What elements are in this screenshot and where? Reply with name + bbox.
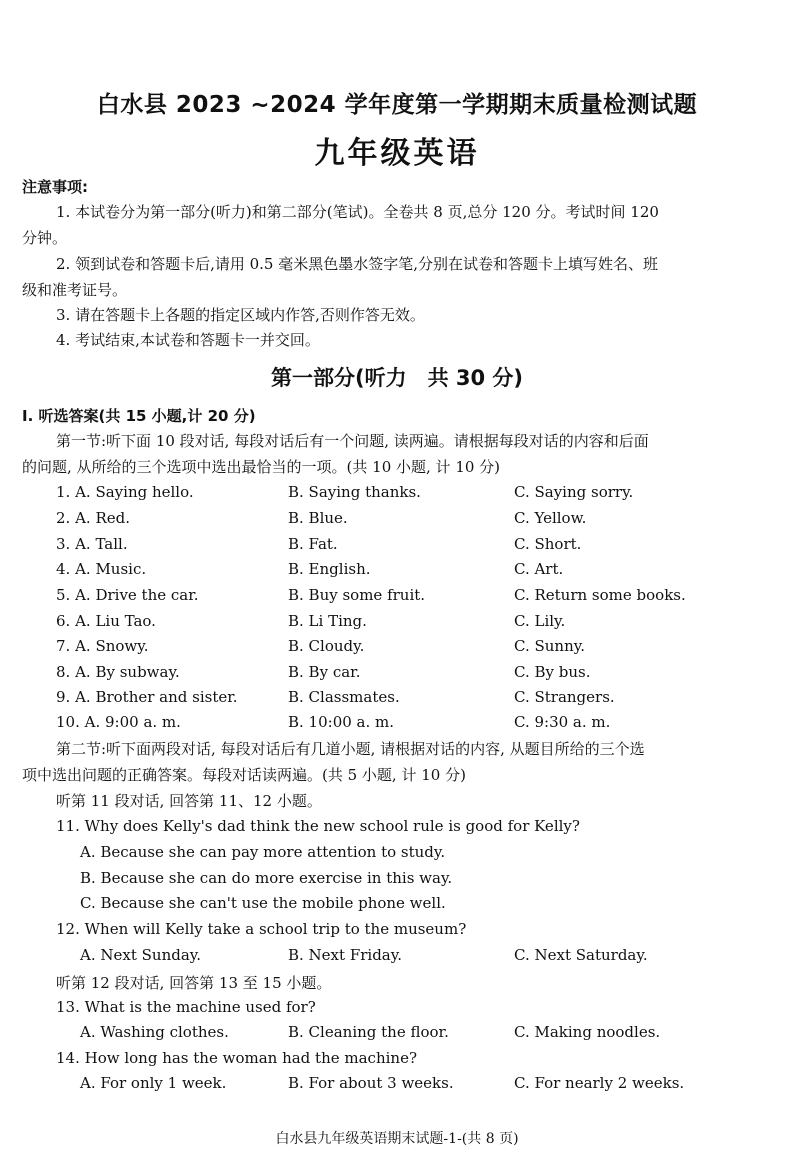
q12-option-b: B. Next Friday. xyxy=(288,946,402,964)
q1-option-b: B. Saying thanks. xyxy=(288,483,421,501)
q13-stem: 13. What is the machine used for? xyxy=(56,998,316,1016)
sec1-instruction-cont: 的问题, 从所给的三个选项中选出最恰当的一项。(共 10 小题, 计 10 分) xyxy=(22,458,501,476)
q13-option-b: B. Cleaning the floor. xyxy=(288,1023,449,1041)
q11-option-c: C. Because she can't use the mobile phone well. xyxy=(80,894,446,912)
q2-option-b: B. Blue. xyxy=(288,509,348,527)
part1-title: 第一部分(听力 共 30 分) xyxy=(270,366,524,390)
notice-item-1: 1. 本试卷分为第一部分(听力)和第二部分(笔试)。全卷共 8 页,总分 120 分。考试时间 120 xyxy=(56,203,659,221)
q14-option-b: B. For about 3 weeks. xyxy=(288,1074,454,1092)
q9-option-b: B. Classmates. xyxy=(288,688,400,706)
q12-stem: 12. When will Kelly take a school trip to the museum? xyxy=(56,920,467,938)
dialog-12-prompt: 听第 12 段对话, 回答第 13 至 15 小题。 xyxy=(56,974,332,992)
q5-option-c: C. Return some books. xyxy=(514,586,686,604)
q13-option-a: A. Washing clothes. xyxy=(80,1023,229,1041)
q5-option-b: B. Buy some fruit. xyxy=(288,586,426,604)
section-heading: Ⅰ. 听选答案(共 15 小题,计 20 分) xyxy=(22,407,256,425)
q3-option-b: B. Fat. xyxy=(288,535,338,553)
q5-option-a: 5. A. Drive the car. xyxy=(56,586,199,604)
q7-option-b: B. Cloudy. xyxy=(288,637,365,655)
notice-item-2: 2. 领到试卷和答题卡后,请用 0.5 毫米黑色墨水签字笔,分别在试卷和答题卡上填写姓名、班 xyxy=(56,255,659,273)
q6-option-a: 6. A. Liu Tao. xyxy=(56,612,156,630)
q11-option-b: B. Because she can do more exercise in this way. xyxy=(80,869,453,887)
notice-item-2-cont: 级和准考证号。 xyxy=(22,281,128,299)
sec2-instruction: 第二节:听下面两段对话, 每段对话后有几道小题, 请根据对话的内容, 从题目所给的三个选 xyxy=(56,740,645,758)
q8-option-b: B. By car. xyxy=(288,663,361,681)
q10-option-c: C. 9:30 a. m. xyxy=(514,713,611,731)
q12-option-a: A. Next Sunday. xyxy=(80,946,202,964)
q9-option-c: C. Strangers. xyxy=(514,688,615,706)
q3-option-c: C. Short. xyxy=(514,535,582,553)
q12-option-c: C. Next Saturday. xyxy=(514,946,648,964)
exam-title: 白水县 2023 ~2024 学年度第一学期期末质量检测试题 xyxy=(96,92,698,118)
q3-option-a: 3. A. Tall. xyxy=(56,535,128,553)
q9-option-a: 9. A. Brother and sister. xyxy=(56,688,238,706)
q10-option-b: B. 10:00 a. m. xyxy=(288,713,395,731)
q13-option-c: C. Making noodles. xyxy=(514,1023,661,1041)
q6-option-b: B. Li Ting. xyxy=(288,612,367,630)
notice-item-3: 3. 请在答题卡上各题的指定区域内作答,否则作答无效。 xyxy=(56,306,425,324)
q14-option-a: A. For only 1 week. xyxy=(80,1074,227,1092)
sec1-instruction: 第一节:听下面 10 段对话, 每段对话后有一个问题, 读两遍。请根据每段对话的内容和后面 xyxy=(56,432,649,450)
q7-option-a: 7. A. Snowy. xyxy=(56,637,149,655)
q2-option-c: C. Yellow. xyxy=(514,509,587,527)
q4-option-b: B. English. xyxy=(288,560,371,578)
notice-heading: 注意事项: xyxy=(22,178,88,196)
q1-option-a: 1. A. Saying hello. xyxy=(56,483,194,501)
q14-option-c: C. For nearly 2 weeks. xyxy=(514,1074,685,1092)
q8-option-a: 8. A. By subway. xyxy=(56,663,180,681)
q7-option-c: C. Sunny. xyxy=(514,637,585,655)
q4-option-a: 4. A. Music. xyxy=(56,560,147,578)
notice-item-4: 4. 考试结束,本试卷和答题卡一并交回。 xyxy=(56,331,320,349)
q10-option-a: 10. A. 9:00 a. m. xyxy=(56,713,181,731)
q4-option-c: C. Art. xyxy=(514,560,564,578)
page-footer: 白水县九年级英语期末试题-1-(共 8 页) xyxy=(275,1131,519,1147)
q14-stem: 14. How long has the woman had the machine? xyxy=(56,1049,417,1067)
q11-option-a: A. Because she can pay more attention to study. xyxy=(80,843,446,861)
q6-option-c: C. Lily. xyxy=(514,612,566,630)
q2-option-a: 2. A. Red. xyxy=(56,509,130,527)
q1-option-c: C. Saying sorry. xyxy=(514,483,634,501)
sec2-instruction-cont: 项中选出问题的正确答案。每段对话读两遍。(共 5 小题, 计 10 分) xyxy=(22,766,466,784)
dialog-11-prompt: 听第 11 段对话, 回答第 11、12 小题。 xyxy=(56,792,322,810)
exam-subtitle: 九年级英语 xyxy=(314,136,480,171)
q11-stem: 11. Why does Kelly's dad think the new school rule is good for Kelly? xyxy=(56,817,580,835)
notice-item-1-cont: 分钟。 xyxy=(22,229,68,247)
q8-option-c: C. By bus. xyxy=(514,663,591,681)
